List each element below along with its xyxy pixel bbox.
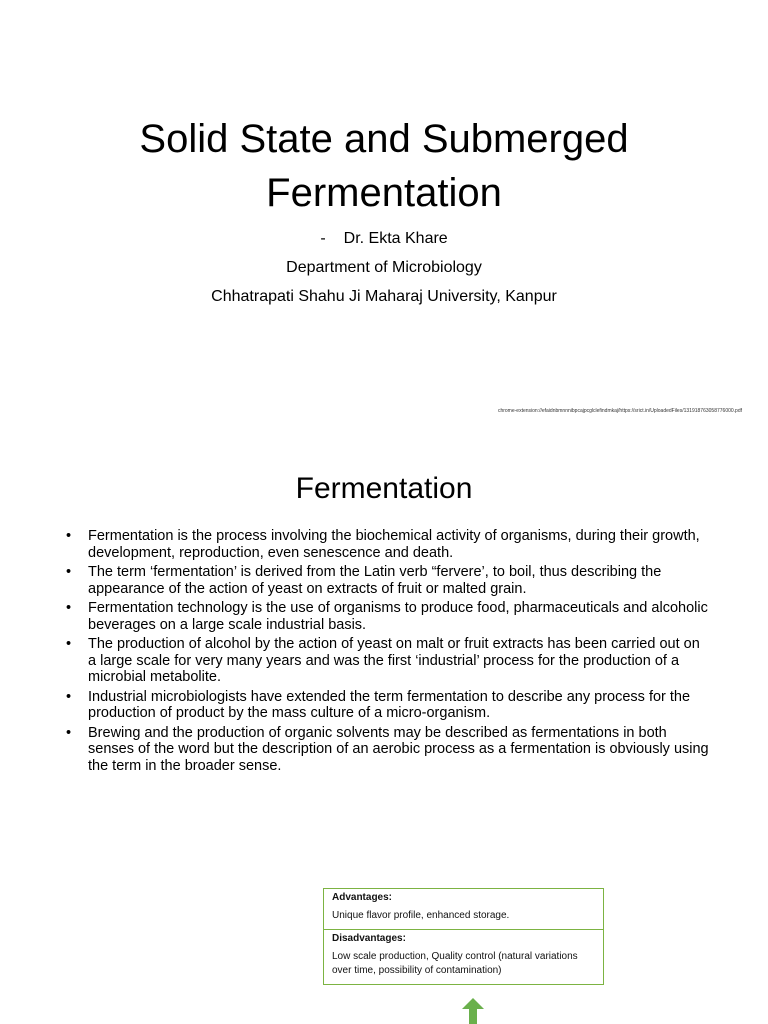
title-line-2: Fermentation <box>266 171 502 215</box>
source-url: chrome-extension://efaidnbmnnnibpcajpcglclefindmkaj/https://srict.in/UploadedFiles/131918763058776000.pdf <box>497 408 742 414</box>
up-arrow-icon <box>462 998 484 1024</box>
disadvantages-label: Disadvantages: <box>332 933 406 944</box>
slide-heading: Fermentation <box>295 472 473 505</box>
bullet-marker: • <box>66 724 72 741</box>
author-dash: - <box>320 230 326 247</box>
bullet-item <box>60 600 710 633</box>
bullet-item <box>60 689 710 722</box>
bullet-marker: • <box>66 688 72 705</box>
bullet-item <box>60 636 710 686</box>
bullet-text: The production of alcohol by the action of yeast on malt or fruit extracts has been carried out on a large scale for very many years and was the first ‘industrial’ process for the production of a microbial metabolite. <box>88 636 700 685</box>
bullet-marker: • <box>66 528 72 544</box>
bullet-marker: • <box>66 636 72 652</box>
disadvantages-cell <box>324 929 603 984</box>
bullet-text: Brewing and the production of organic solvents may be described as fermentations in both senses of the word but the description of an aerobic process as a fermentation is obviously using the term in the broader sense. <box>88 724 709 774</box>
university: Chhatrapati Shahu Ji Maharaj University, Kanpur <box>211 288 557 305</box>
department: Department of Microbiology <box>286 259 482 276</box>
author-line <box>0 230 768 248</box>
pros-cons-table <box>323 888 604 985</box>
author-name: Dr. Ekta Khare <box>343 230 448 247</box>
bullet-text: Fermentation is the process involving the biochemical activity of organisms, during their growth, development, reproduction, even senescence and death. <box>88 528 700 561</box>
advantages-cell <box>324 889 603 929</box>
bullet-item <box>60 564 710 597</box>
advantages-label: Advantages: <box>332 892 393 903</box>
bullet-text: Industrial microbiologists have extended the term fermentation to describe any process for the production of product by the mass culture of a micro-organism. <box>88 688 691 721</box>
slide-title <box>60 112 708 220</box>
bullet-marker: • <box>66 600 72 616</box>
bullet-text: The term ‘fermentation’ is derived from the Latin verb “fervere’, to boil, thus describing the appearance of the action of yeast on extracts of fruit or malted grain. <box>88 564 662 597</box>
bullet-item <box>60 528 710 561</box>
advantages-text: Unique flavor profile, enhanced storage. <box>332 910 510 921</box>
bullet-marker: • <box>66 564 72 580</box>
title-slide <box>0 0 768 432</box>
bullet-text: Fermentation technology is the use of organisms to produce food, pharmaceuticals and alcoholic beverages on a large scale industrial basis. <box>88 600 708 633</box>
bullet-list <box>60 528 710 777</box>
bullet-item <box>60 725 710 775</box>
title-line-1: Solid State and Submerged <box>139 117 629 161</box>
disadvantages-text: Low scale production, Quality control (natural variations over time, possibility of contamination) <box>332 951 578 976</box>
fermentation-slide <box>0 432 768 1024</box>
